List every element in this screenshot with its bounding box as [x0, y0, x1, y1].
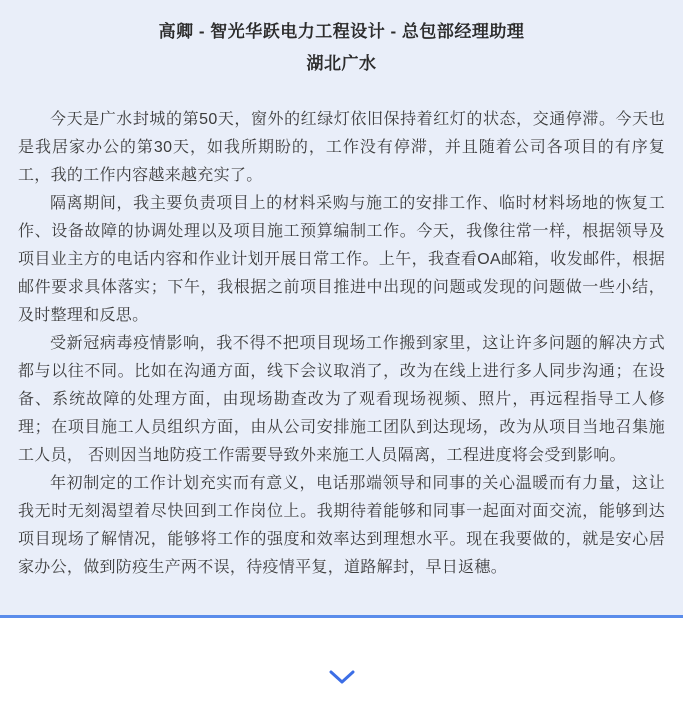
diary-paragraph-3: 受新冠病毒疫情影响，我不得不把项目现场工作搬到家里，这让许多问题的解决方式都与以往不同。比如在沟通方面，线下会议取消了，改为在线上进行多人同步沟通；在设备、系统故障的处理方面，由现场勘查改为了观看现场视频、照片，再远程指导工人修理；在项目施工人员组织方面，由从公司安排施工团队到达现场，改为从项目当地召集施工人员， 否则因当地防疫工作需要导致外来施工人员隔离，工程进度将会受到影响。 — [18, 335, 665, 464]
diary-body — [18, 106, 665, 582]
diary-paragraph-1: 今天是广水封城的第50天，窗外的红绿灯依旧保持着红灯的状态，交通停滞。今天也是我居家办公的第30天，如我所期盼的，工作没有停滞，并且随着公司各项目的有序复工，我的工作内容越来越充实了。 — [18, 111, 665, 184]
page-title: 高卿 - 智光华跃电力工程设计 - 总包部经理助理 — [158, 22, 525, 41]
page-footer — [0, 618, 683, 713]
page-subtitle: 湖北广水 — [306, 54, 377, 73]
chevron-down-icon[interactable] — [329, 670, 355, 686]
diary-paragraph-2: 隔离期间，我主要负责项目上的材料采购与施工的安排工作、临时材料场地的恢复工作、设备故障的协调处理以及项目施工预算编制工作。今天，我像往常一样，根据领导及项目业主方的电话内容和作业计划开展日常工作。上午，我查看OA邮箱，收发邮件，根据邮件要求具体落实；下午，我根据之前项目推进中出现的问题或发现的问题做一些小结，及时整理和反思。 — [18, 195, 665, 324]
diary-paragraph-4: 年初制定的工作计划充实而有意义，电话那端领导和同事的关心温暖而有力量，这让我无时无刻渴望着尽快回到工作岗位上。我期待着能够和同事一起面对面交流，能够到达项目现场了解情况，能够将工作的强度和效率达到理想水平。现在我要做的，就是安心居家办公，做到防疫生产两不误，待疫情平复，道路解封，早日返穗。 — [18, 475, 665, 576]
